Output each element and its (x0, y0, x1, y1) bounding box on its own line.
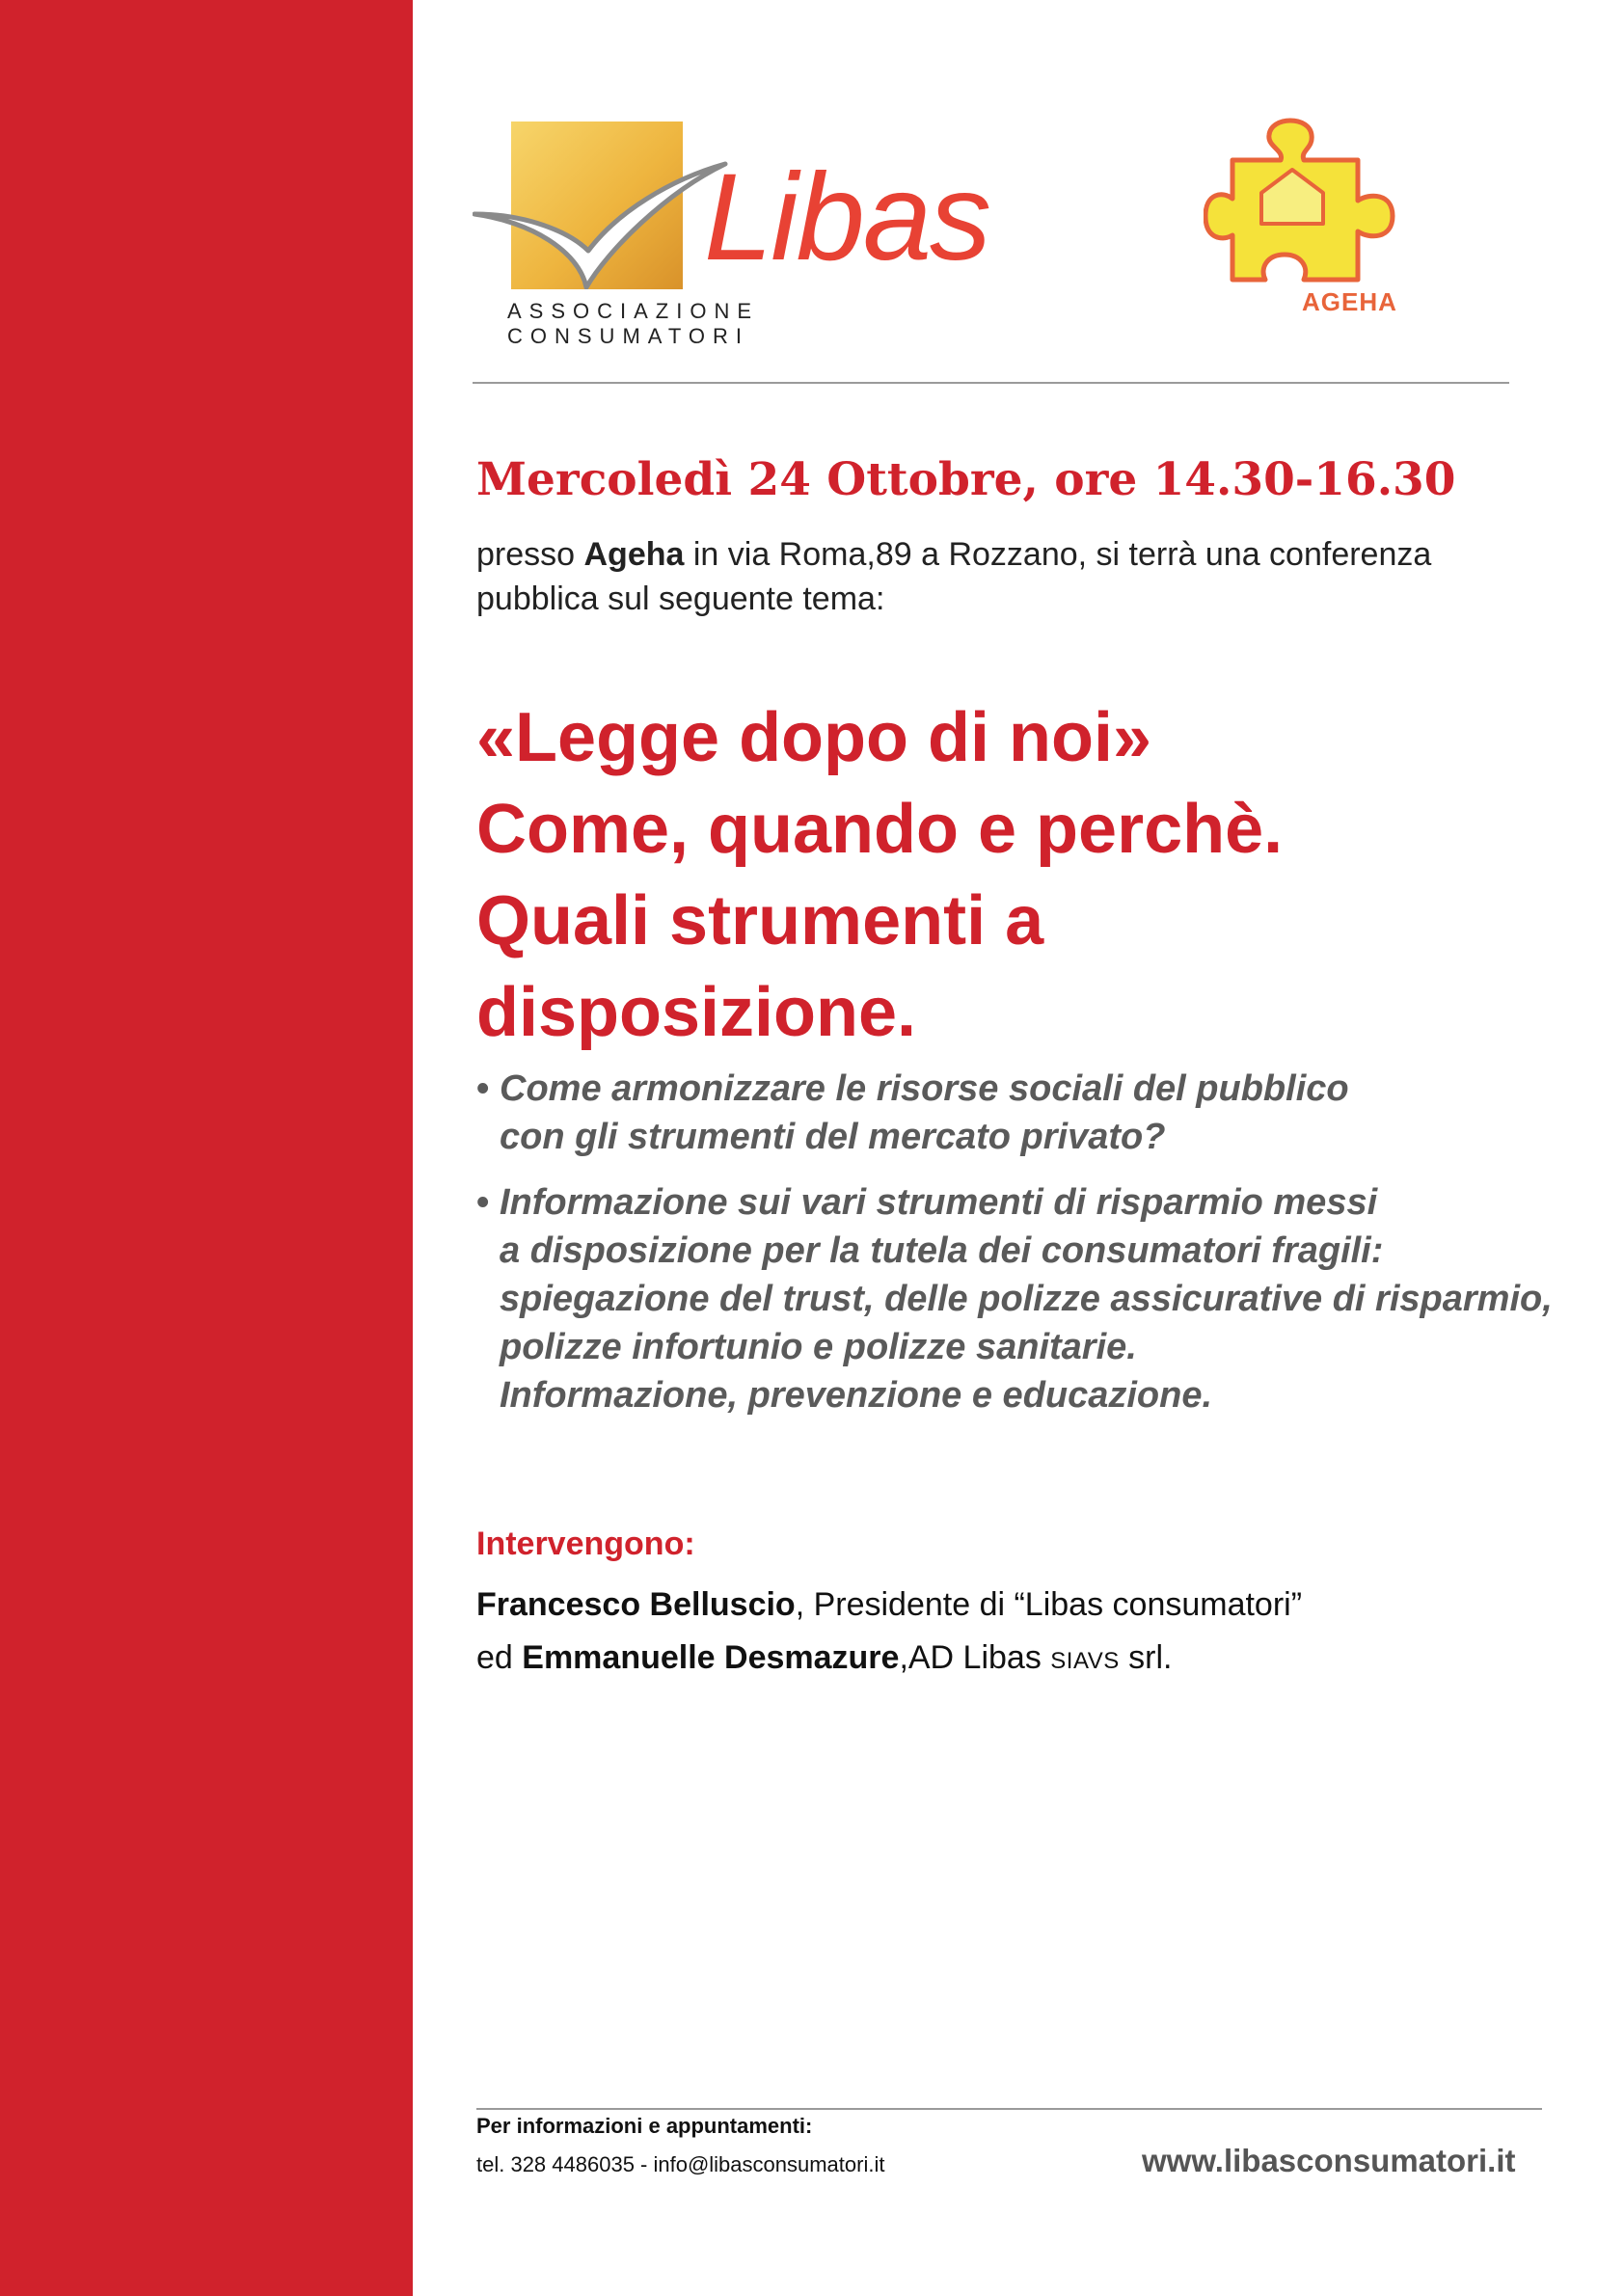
title-line: Quali strumenti a (476, 882, 1044, 959)
speaker-role-tail: srl. (1119, 1639, 1173, 1676)
topic-item (476, 1178, 1566, 1419)
topic-list (476, 1065, 1566, 1437)
topic-line: Informazione sui vari strumenti di risparmio messi (500, 1182, 1378, 1223)
conference-title (476, 692, 1537, 1059)
contact-details[interactable]: tel. 328 4486035 - info@libasconsumatori.it (476, 2152, 885, 2176)
seagull-icon (473, 154, 733, 289)
info-heading: Per informazioni e appuntamenti: (476, 2114, 813, 2138)
topic-line: polizze infortunio e polizze sanitarie. (500, 1327, 1137, 1367)
topic-line: con gli strumenti del mercato privato? (500, 1117, 1166, 1157)
speaker-role: , Presidente di “Libas consumatori” (795, 1586, 1303, 1623)
topic-item (476, 1065, 1566, 1161)
intro-venue: Ageha (583, 536, 685, 573)
speaker-name: Francesco Belluscio (476, 1586, 796, 1623)
title-line: «Legge dopo di noi» (476, 699, 1151, 776)
ageha-wordmark: AGEHA (1302, 287, 1397, 316)
intro-rest: in via Roma,89 a Rozzano, si terrà una conferenza pubblica sul seguente tema: (476, 536, 1432, 617)
intro-prefix: presso (476, 536, 584, 573)
ageha-logo (1204, 116, 1454, 333)
speaker-line (476, 1639, 1173, 1677)
title-line: disposizione. (476, 974, 917, 1051)
bullet-marker: • (476, 1068, 490, 1109)
bullet-marker: • (476, 1182, 490, 1223)
topic-line: a disposizione per la tutela dei consumatori fragili: (500, 1230, 1384, 1271)
libas-wordmark: Libas (704, 149, 989, 286)
speaker-name: Emmanuelle Desmazure (522, 1639, 900, 1676)
event-date: Mercoledì 24 Ottobre, ore 14.30-16.30 (476, 453, 1456, 506)
speaker-role: ,AD Libas (899, 1639, 1051, 1676)
topic-line: Come armonizzare le risorse sociali del pubblico (500, 1068, 1349, 1109)
topic-line: spiegazione del trust, delle polizze assicurative di risparmio, (500, 1279, 1553, 1319)
title-line: Come, quando e perchè. (476, 791, 1284, 868)
libas-subtitle: ASSOCIAZIONE CONSUMATORI (507, 299, 760, 348)
speaker-line (476, 1586, 1302, 1624)
topic-line: Informazione, prevenzione e educazione. (500, 1375, 1213, 1416)
puzzle-piece-icon (1204, 116, 1454, 289)
website-link[interactable]: www.libasconsumatori.it (1142, 2143, 1516, 2178)
footer-divider (476, 2108, 1542, 2110)
speakers-heading: Intervengono: (476, 1526, 695, 1562)
top-divider (473, 382, 1509, 384)
speaker-role-company: SIAVS (1050, 1648, 1120, 1674)
libas-logo (473, 116, 1013, 348)
speaker-prefix: ed (476, 1639, 523, 1676)
event-intro (476, 532, 1499, 621)
